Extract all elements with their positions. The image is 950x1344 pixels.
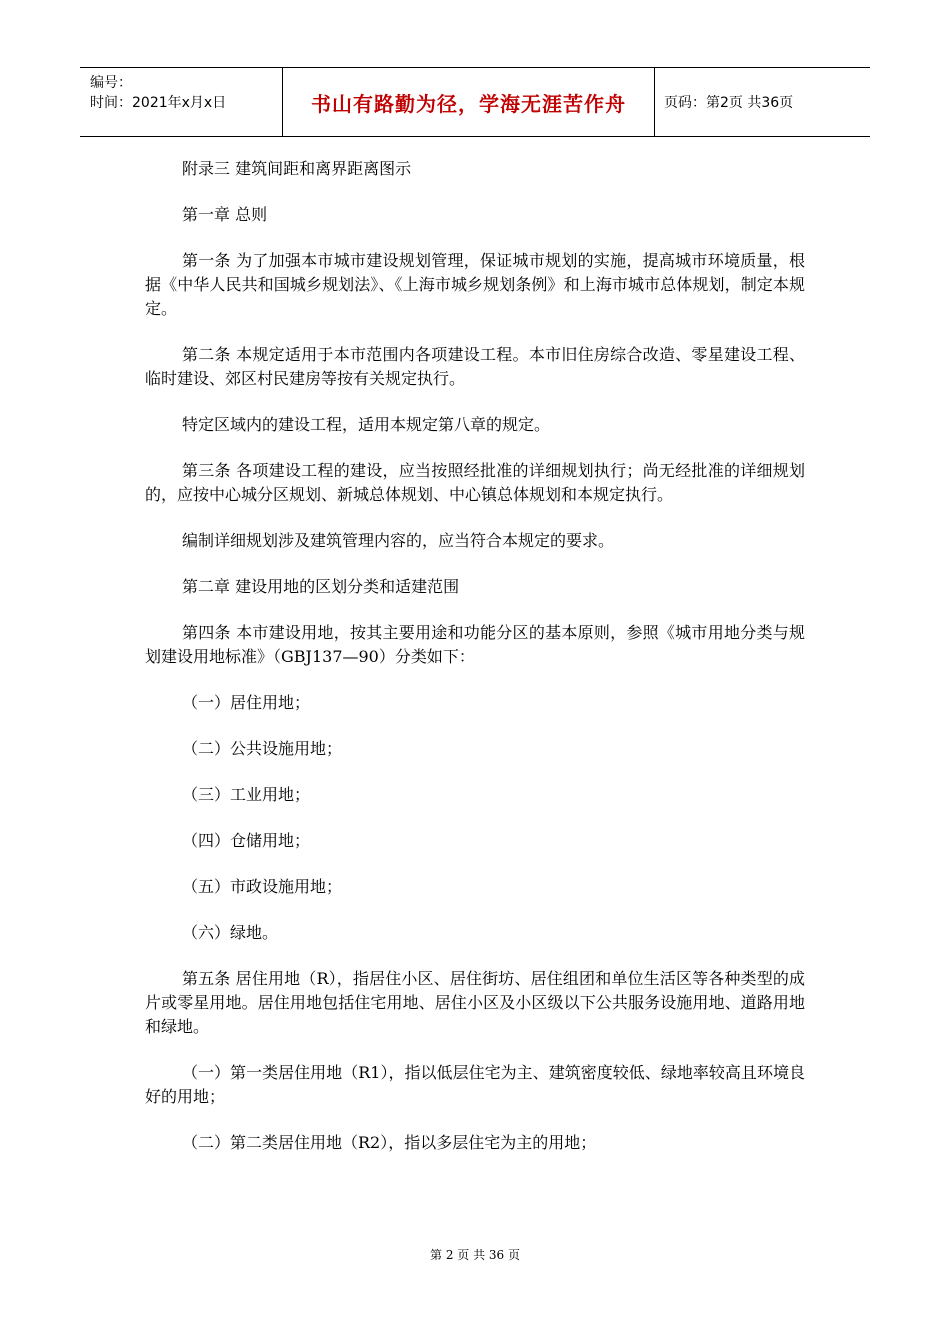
paragraph: 第二条 本规定适用于本市范围内各项建设工程。本市旧住房综合改造、零星建设工程、临时建设、郊区村民建房等按有关规定执行。 [145,345,805,388]
page-header [80,67,870,137]
list-item: （三）工业用地； [182,785,311,804]
list-item: （四）仓储用地； [182,831,311,850]
paragraph: 第五条 居住用地（R），指居住小区、居住街坊、居住组团和单位生活区等各种类型的成片或零星用地。居住用地包括住宅用地、居住小区及小区级以下公共服务设施用地、道路用地和绿地。 [145,969,805,1036]
chapter-heading: 第二章 建设用地的区划分类和适建范围 [182,577,460,596]
time-label: 时间：2021年x月x日 [90,95,227,111]
paragraph: （二）第二类居住用地（R2），指以多层住宅为主的用地； [182,1133,597,1152]
header-page-label: 页码：第2页 共36页 [664,95,794,111]
paragraph: 编制详细规划涉及建筑管理内容的，应当符合本规定的要求。 [182,531,615,550]
list-item: （一）居住用地； [182,693,311,712]
paragraph: 特定区域内的建设工程，适用本规定第八章的规定。 [182,415,551,434]
list-item: （五）市政设施用地； [182,877,343,896]
document-body [145,157,805,1177]
header-motto: 书山有路勤为径，学海无涯苦作舟 [283,68,655,136]
paragraph: 附录三 建筑间距和离界距离图示 [182,159,412,178]
paragraph: 第三条 各项建设工程的建设，应当按照经批准的详细规划执行；尚无经批准的详细规划的，应按中心城分区规划、新城总体规划、中心镇总体规划和本规定执行。 [145,461,805,504]
page-footer: 第 2 页 共 36 页 [430,1248,520,1262]
number-label: 编号： [90,75,132,91]
paragraph: 第一条 为了加强本市城市建设规划管理，保证城市规划的实施，提高城市环境质量，根据《中华人民共和国城乡规划法》、《上海市城乡规划条例》和上海市城市总体规划，制定本规定。 [145,251,805,318]
paragraph: 第四条 本市建设用地，按其主要用途和功能分区的基本原则，参照《城市用地分类与规划建设用地标准》（GBJ137—90）分类如下： [145,623,805,666]
header-meta-cell [80,68,283,136]
paragraph: （一）第一类居住用地（R1），指以低层住宅为主、建筑密度较低、绿地率较高且环境良好的用地； [145,1063,805,1106]
list-item: （二）公共设施用地； [182,739,343,758]
chapter-heading: 第一章 总则 [182,205,268,224]
list-item: （六）绿地。 [182,923,279,942]
